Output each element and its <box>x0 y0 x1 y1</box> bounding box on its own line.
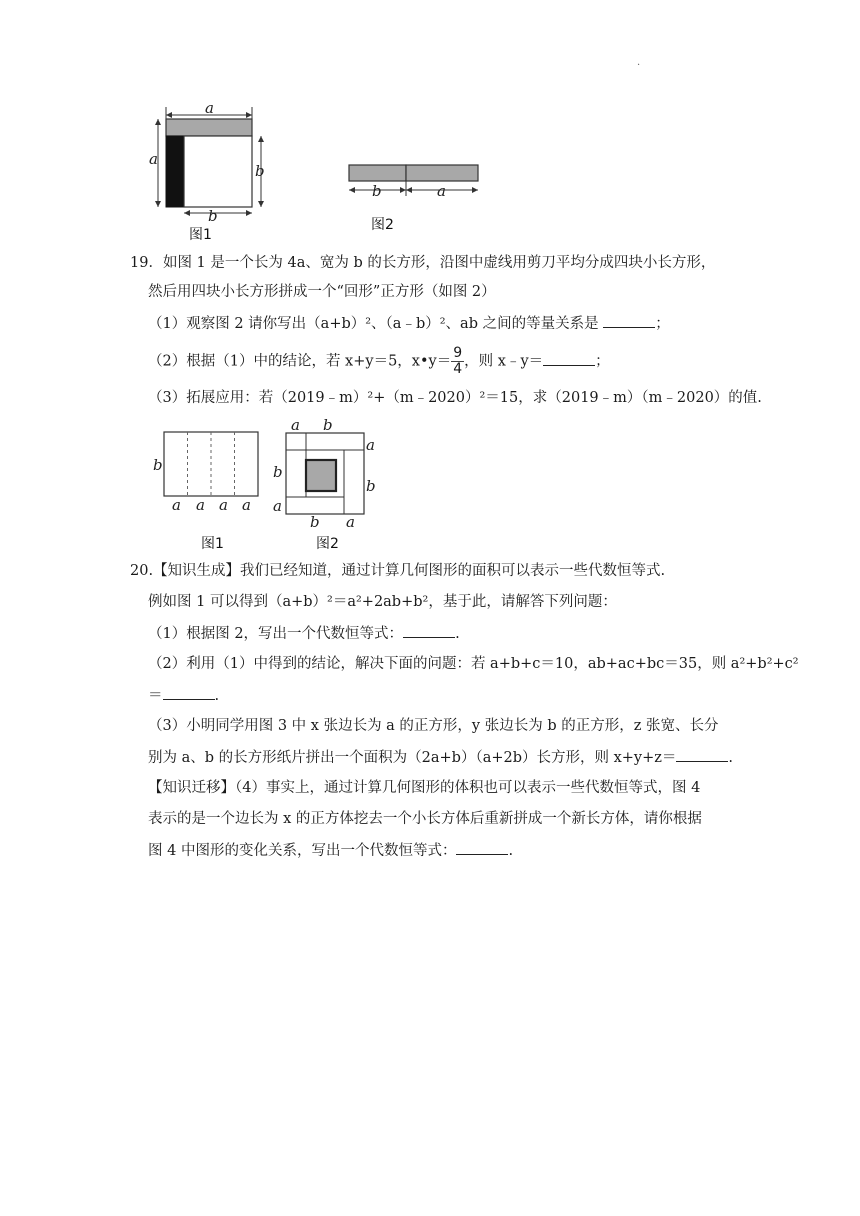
q20-line2: 例如图 1 可以得到（a+b）²＝a²+2ab+b²，基于此，请解答下列问题： <box>148 594 617 610</box>
mid-fig2-label-b-top: b <box>323 416 333 434</box>
top-fig2-label-b: b <box>372 182 382 200</box>
q19-fraction <box>451 346 464 377</box>
mid-fig1-label-a4: a <box>242 496 251 514</box>
mid-fig2-caption: 图2 <box>316 536 339 552</box>
q20-part2-eq: ＝ <box>148 688 163 704</box>
mid-fig1-label-a1: a <box>172 496 181 514</box>
q19-part1-end: ； <box>655 316 670 332</box>
mid-fig1-label-a3: a <box>219 496 228 514</box>
mid-figure-2 <box>266 418 381 553</box>
q20-part4-line2: 表示的是一个边长为 x 的正方体挖去一个小长方体后重新拼成一个新长方体，请你根据 <box>148 811 702 827</box>
q20-part3-line1: （3）小明同学用图 3 中 x 张边长为 a 的正方形，y 张边长为 b 的正方形，z 张宽、长分 <box>148 718 719 734</box>
q20-part4-line1: 【知识迁移】（4）事实上，通过计算几何图形的体积也可以表示一些代数恒等式，图 4 <box>148 780 701 796</box>
top-fig1-label-right: b <box>255 162 265 180</box>
q20-part2-answer-blank[interactable] <box>163 685 215 700</box>
q20-part1 <box>148 623 460 644</box>
q20-part4-answer-blank[interactable] <box>456 840 508 855</box>
q19-part1 <box>148 313 670 334</box>
fraction-denominator: 4 <box>453 361 463 377</box>
q20-part2-end: . <box>214 688 220 704</box>
corner-mark: · <box>637 60 641 71</box>
q19-line2: 然后用四块小长方形拼成一个“回形”正方形（如图 2） <box>148 284 496 300</box>
top-fig1-label-top: a <box>205 99 214 117</box>
mid-fig1-caption: 图1 <box>201 536 224 552</box>
mid-fig2-label-b-right: b <box>366 477 376 495</box>
mid-fig1-label-b: b <box>153 456 163 474</box>
mid-fig2-label-a-right: a <box>366 436 375 454</box>
q20-part2-line2 <box>148 685 219 706</box>
q20-part3-text: 别为 a、b 的长方形纸片拼出一个面积为（2a+b）（a+2b）长方形，则 x+y+z＝ <box>148 750 677 766</box>
q19-part1-text: （1）观察图 2 请你写出（a+b）²、（a﹣b）²、ab 之间的等量关系是 <box>148 316 599 332</box>
mid-figure-1 <box>148 428 268 553</box>
top-fig1-label-left: a <box>149 150 158 168</box>
q20-part4-text: 图 4 中图形的变化关系，写出一个代数恒等式： <box>148 843 457 859</box>
top-fig2-caption: 图2 <box>371 217 394 233</box>
q19-part2 <box>148 346 610 377</box>
q20-part3-line2 <box>148 747 733 768</box>
mid-fig2-label-b-left: b <box>273 463 283 481</box>
q20-part4-line3 <box>148 840 513 861</box>
top-fig2-label-a: a <box>437 182 446 200</box>
q19-part1-answer-blank[interactable] <box>603 313 655 328</box>
top-figure-2 <box>346 160 486 235</box>
q19-line1: 19．如图 1 是一个长为 4a、宽为 b 的长方形，沿图中虚线用剪刀平均分成四块小长方形， <box>130 255 716 271</box>
q19-part2-mid: ，则 x﹣y＝ <box>464 353 544 370</box>
mid-fig2-label-a-top: a <box>291 416 300 434</box>
q20-part4-end: . <box>508 843 514 859</box>
fraction-numerator: 9 <box>453 345 463 361</box>
top-fig1-label-bottom: b <box>208 207 218 225</box>
q20-part1-text: （1）根据图 2，写出一个代数恒等式： <box>148 626 404 642</box>
q19-part2-answer-blank[interactable] <box>543 351 595 366</box>
q19-part2-end: ； <box>595 353 610 370</box>
q19-part2-pre: （2）根据（1）中的结论，若 x+y＝5，x•y＝ <box>148 353 452 370</box>
mid-fig2-label-a-left: a <box>273 497 282 515</box>
q19-part3: （3）拓展应用：若（2019﹣m）²+（m﹣2020）²＝15，求（2019﹣m）（m﹣2020）的值. <box>148 390 762 406</box>
q20-part3-answer-blank[interactable] <box>676 747 728 762</box>
q20-line1: 20.【知识生成】我们已经知道，通过计算几何图形的面积可以表示一些代数恒等式. <box>130 563 666 579</box>
q20-part2-line1: （2）利用（1）中得到的结论，解决下面的问题：若 a+b+c＝10，ab+ac+bc＝35，则 a²+b²+c² <box>148 656 799 672</box>
q20-part1-answer-blank[interactable] <box>403 623 455 638</box>
mid-fig2-label-a-bottom: a <box>346 513 355 531</box>
top-fig1-caption: 图1 <box>189 227 212 243</box>
q20-part3-end: . <box>728 750 734 766</box>
q20-part1-end: . <box>455 626 460 642</box>
top-figure-1 <box>145 99 275 244</box>
mid-fig1-label-a2: a <box>196 496 205 514</box>
mid-fig2-label-b-bottom: b <box>310 513 320 531</box>
